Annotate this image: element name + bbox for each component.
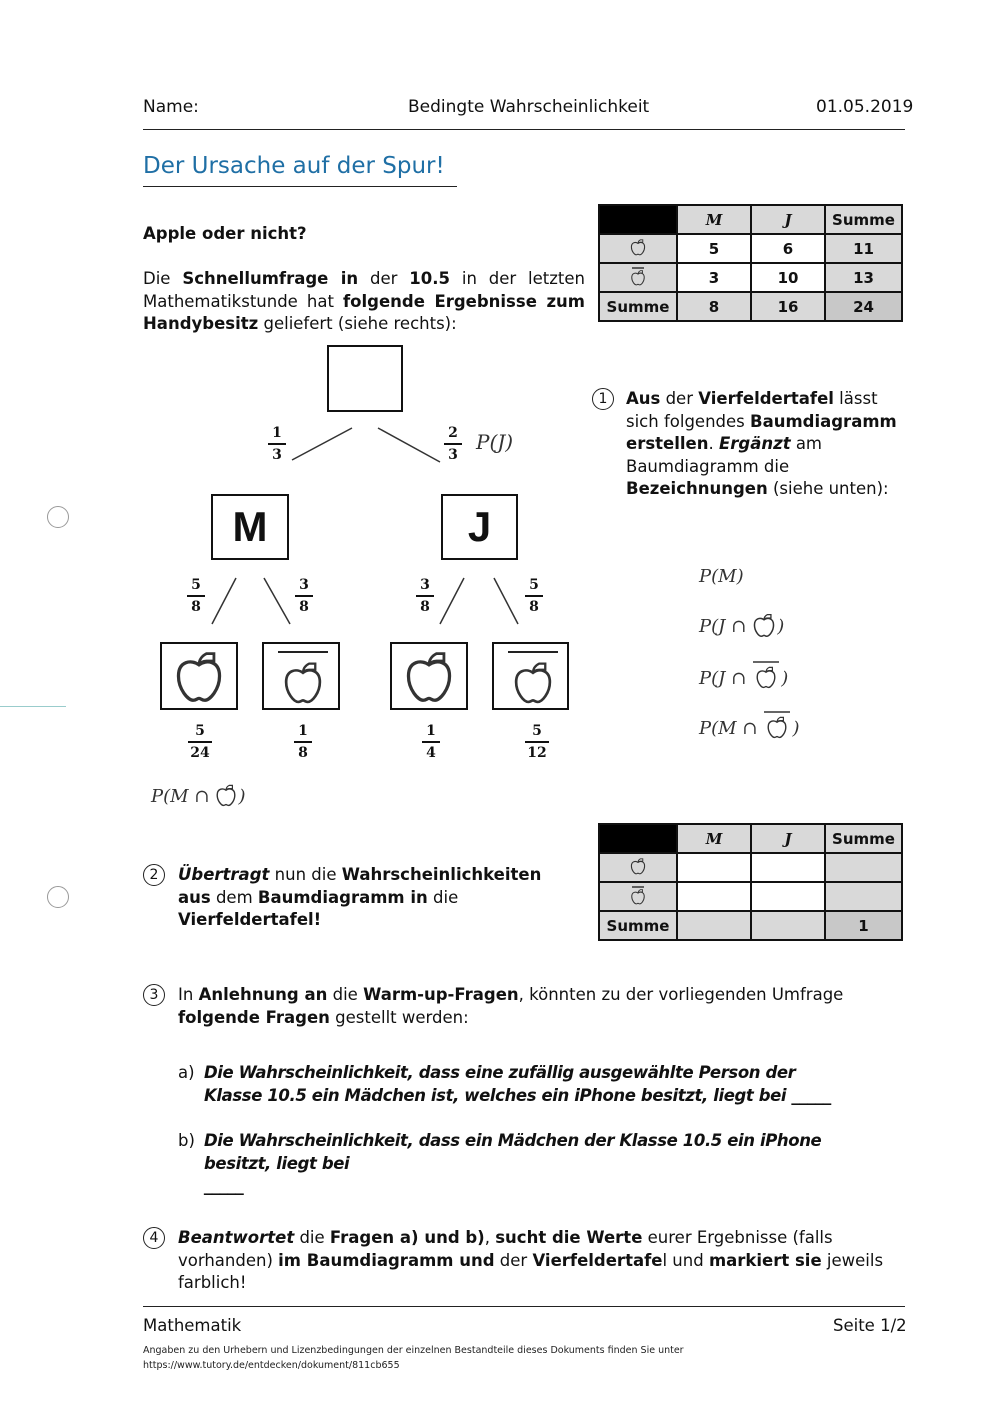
cell: 16 bbox=[751, 292, 825, 321]
task3-text: In Anlehnung an die Warm-up-Fragen, könnten zu der vorliegenden Umfrage folgende Fragen gestellt werden: bbox=[178, 985, 844, 1027]
path-probability: 5 24 bbox=[188, 722, 212, 762]
head-summe: Summe bbox=[825, 824, 902, 853]
row-not-apple-label bbox=[599, 882, 677, 911]
cell: 8 bbox=[677, 292, 751, 321]
not-apple-icon bbox=[502, 647, 562, 709]
head-m: M bbox=[677, 824, 751, 853]
node-j: J bbox=[441, 494, 518, 560]
punch-hole bbox=[47, 506, 69, 528]
total-cell: 1 bbox=[825, 911, 902, 940]
name-label: Name: bbox=[143, 97, 199, 117]
branch-fraction: 5 8 bbox=[525, 576, 543, 616]
cell: 10 bbox=[751, 263, 825, 292]
head-j: J bbox=[751, 824, 825, 853]
row-apple-label bbox=[599, 234, 677, 263]
question-a-label: a) bbox=[178, 1063, 195, 1082]
not-apple-icon bbox=[629, 266, 647, 286]
task-number-3: 3 bbox=[143, 984, 165, 1006]
task-number-2: 2 bbox=[143, 864, 165, 886]
not-apple-icon bbox=[629, 885, 647, 905]
fold-mark bbox=[0, 706, 66, 707]
leaf-apple bbox=[390, 642, 468, 710]
label-pm[interactable]: P(M) bbox=[699, 566, 744, 587]
cell: 6 bbox=[751, 234, 825, 263]
footer-note: Angaben zu den Urhebern und Lizenzbedingungen der einzelnen Bestandteile dieses Dokuments finden Sie unter bbox=[143, 1345, 684, 1356]
question-b-text: Die Wahrscheinlichkeit, dass ein Mädchen der Klasse 10.5 ein iPhone besitzt, liegt bei _____ bbox=[204, 1131, 822, 1195]
empty-cell[interactable] bbox=[677, 853, 751, 882]
intro-heading: Apple oder nicht? bbox=[143, 224, 307, 243]
branch-fraction: 5 8 bbox=[187, 576, 205, 616]
apple-icon bbox=[171, 648, 227, 704]
label-pj-not-apple[interactable]: P(J ∩ ) bbox=[699, 660, 788, 690]
empty-cell[interactable] bbox=[751, 882, 825, 911]
not-apple-icon bbox=[751, 660, 781, 690]
branch-fraction: 3 8 bbox=[416, 576, 434, 616]
path-probability: 1 8 bbox=[294, 722, 312, 762]
task-number-1: 1 bbox=[592, 388, 614, 410]
empty-cell[interactable] bbox=[751, 853, 825, 882]
task4-text: Beantwortet die Fragen a) und b), sucht die Werte eurer Ergebnisse (falls vorhanden) im Baumdiagramm und der Vierfeldertafel und markiert sie jeweils farblich! bbox=[178, 1228, 884, 1292]
intro-last-line: Handybesitz geliefert (siehe rechts): bbox=[143, 313, 585, 336]
intro-paragraph: Die Schnellumfrage in der 10.5 in der letzten Mathematikstunde hat folgende Ergebnisse zum bbox=[143, 269, 585, 311]
head-m: M bbox=[677, 205, 751, 234]
row-summe-label: Summe bbox=[599, 292, 677, 321]
punch-hole bbox=[47, 886, 69, 908]
topic-label: Bedingte Wahrscheinlichkeit bbox=[408, 97, 650, 117]
path-probability: 5 12 bbox=[525, 722, 549, 762]
apple-icon bbox=[401, 648, 457, 704]
branch-label-pj: P(J) bbox=[476, 430, 514, 454]
branch-fraction-m: 1 3 bbox=[268, 424, 286, 464]
empty-cell[interactable] bbox=[677, 882, 751, 911]
apple-icon bbox=[629, 238, 647, 256]
question-b-label: b) bbox=[178, 1131, 195, 1150]
leaf-not-apple bbox=[492, 642, 569, 710]
empty-cell[interactable] bbox=[825, 882, 902, 911]
corner-cell bbox=[599, 205, 677, 234]
cell: 13 bbox=[825, 263, 902, 292]
empty-cell[interactable] bbox=[677, 911, 751, 940]
apple-icon bbox=[214, 783, 238, 807]
date-label: 01.05.2019 bbox=[816, 97, 914, 117]
leaf-apple bbox=[160, 642, 238, 710]
question-a-text: Die Wahrscheinlichkeit, dass eine zufällig ausgewählte Person der Klasse 10.5 ein Mädchen ist, welches ein iPhone besitzt, liegt bei _____ bbox=[204, 1063, 831, 1105]
path-probability: 1 4 bbox=[422, 722, 440, 762]
head-summe: Summe bbox=[825, 205, 902, 234]
not-apple-icon bbox=[272, 647, 332, 709]
cell: 11 bbox=[825, 234, 902, 263]
label-pj-apple[interactable]: P(J ∩ ) bbox=[699, 612, 784, 638]
root-node-empty[interactable] bbox=[327, 345, 403, 412]
apple-icon bbox=[751, 612, 777, 638]
task-number-4: 4 bbox=[143, 1227, 165, 1249]
leaf-not-apple bbox=[262, 642, 340, 710]
vierfeldertafel-results bbox=[598, 204, 903, 322]
cell: 3 bbox=[677, 263, 751, 292]
row-apple-label bbox=[599, 853, 677, 882]
row-not-apple-label bbox=[599, 263, 677, 292]
apple-icon bbox=[629, 857, 647, 875]
footer-rule bbox=[143, 1306, 905, 1307]
empty-cell[interactable] bbox=[825, 853, 902, 882]
corner-cell bbox=[599, 824, 677, 853]
footer-subject: Mathematik bbox=[143, 1316, 242, 1335]
footer-page: Seite 1/2 bbox=[833, 1316, 907, 1335]
footer-link[interactable]: https://www.tutory.de/entdecken/dokument/811cb655 bbox=[143, 1360, 400, 1371]
vierfeldertafel-empty bbox=[598, 823, 903, 941]
empty-cell[interactable] bbox=[751, 911, 825, 940]
node-m: M bbox=[211, 494, 289, 560]
bottom-label-pm-apple: P(M ∩ ) bbox=[151, 783, 246, 807]
cell: 5 bbox=[677, 234, 751, 263]
cell: 24 bbox=[825, 292, 902, 321]
not-apple-icon bbox=[762, 710, 792, 740]
head-j: J bbox=[751, 205, 825, 234]
branch-fraction: 3 8 bbox=[295, 576, 313, 616]
page-title: Der Ursache auf der Spur! bbox=[143, 153, 445, 179]
row-summe-label: Summe bbox=[599, 911, 677, 940]
branch-fraction-j: 2 3 bbox=[444, 424, 462, 464]
task2-text: Übertragt nun die Wahrscheinlichkeiten aus dem Baumdiagramm in die Vierfeldertafel! bbox=[178, 865, 542, 929]
label-pm-not-apple[interactable]: P(M ∩ ) bbox=[699, 710, 800, 740]
task1-text: Aus der Vierfeldertafel lässt sich folgendes Baumdiagramm erstellen. Ergänzt am Baumdiagramm die Bezeichnungen (siehe unten): bbox=[626, 389, 897, 498]
